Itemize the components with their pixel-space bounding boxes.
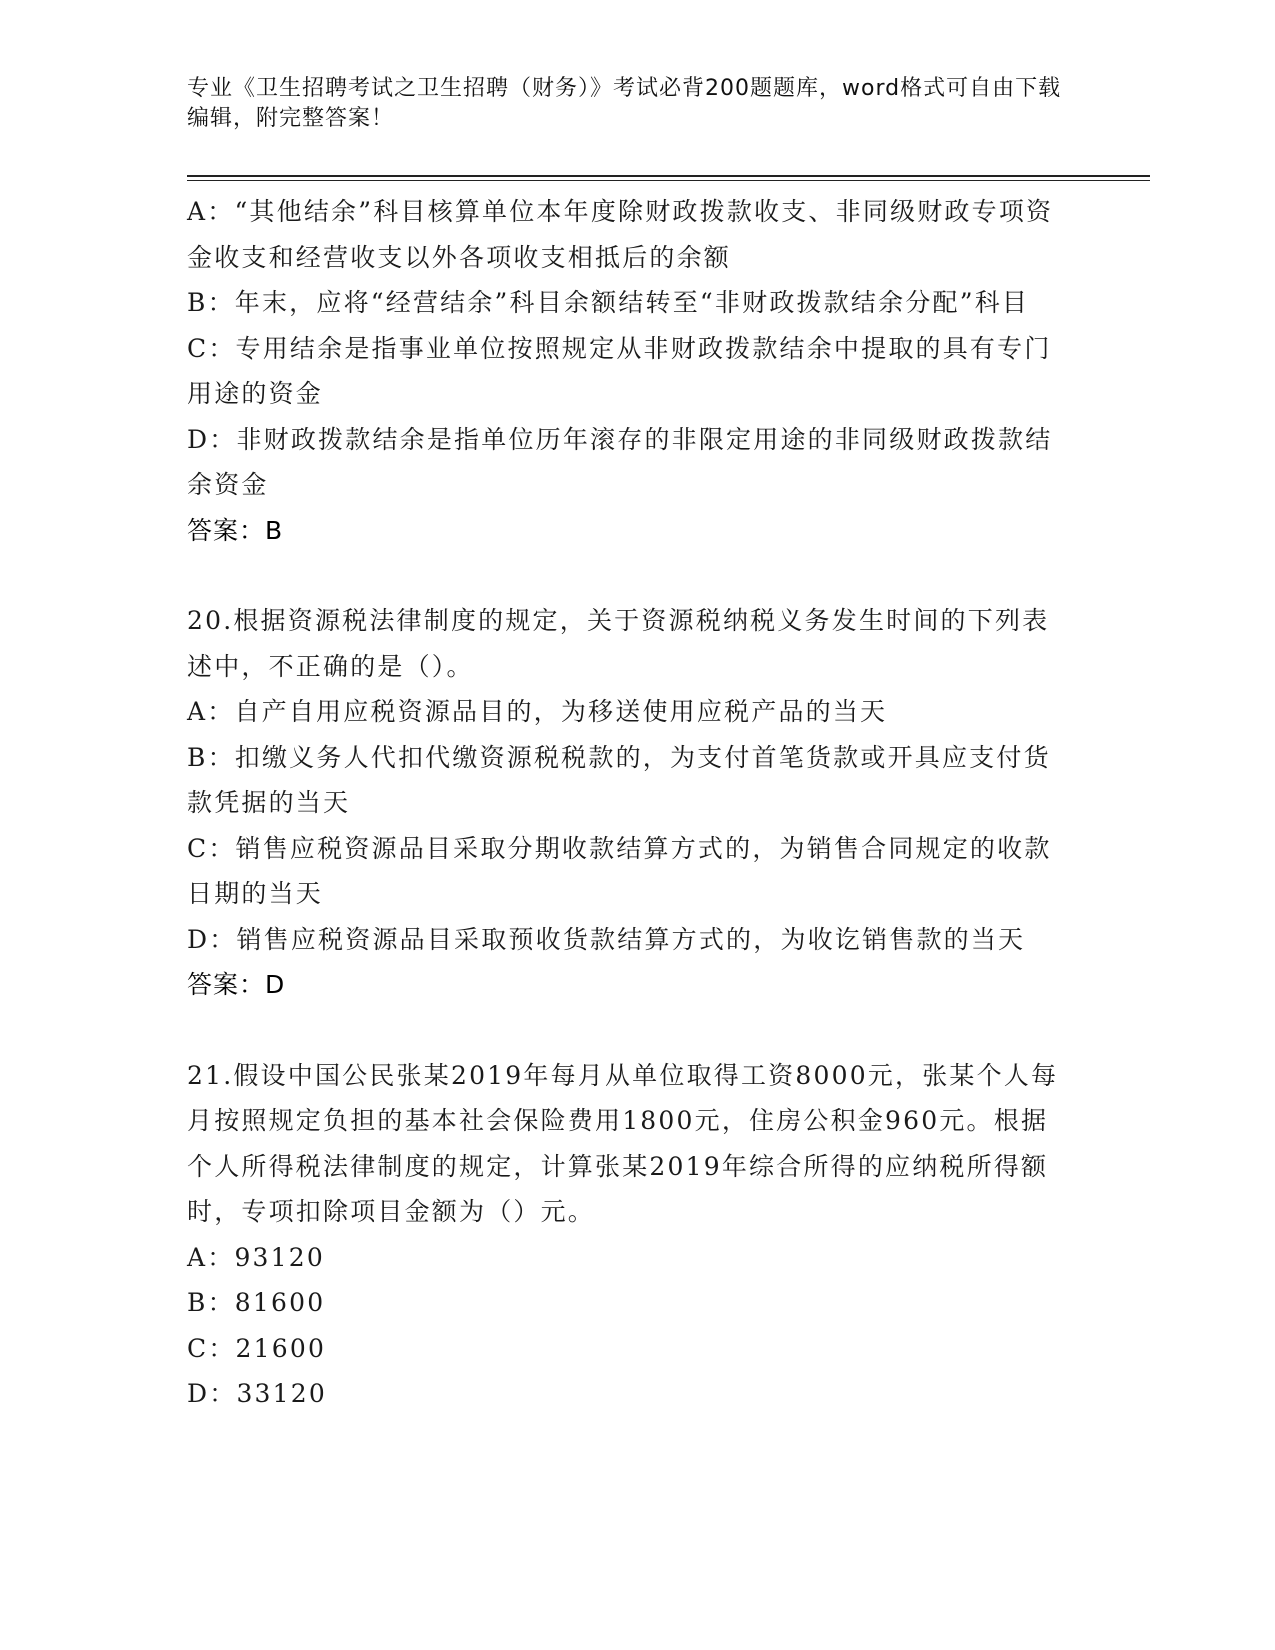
option-a: A：“其他结余”科目核算单位本年度除财政拨款收支、非同级财政专项资金收支和经营收支以外各项收支相抵后的余额	[187, 197, 1054, 272]
question-21	[187, 1053, 1067, 1417]
question-stem: 20.根据资源税法律制度的规定，关于资源税纳税义务发生时间的下列表述中，不正确的是（）。	[187, 606, 1050, 681]
option-c: C：21600	[187, 1333, 327, 1363]
answer: 答案：D	[187, 970, 286, 999]
option-c: C：专用结余是指事业单位按照规定从非财政拨款结余中提取的具有专门用途的资金	[187, 333, 1052, 408]
question-stem: 21.假设中国公民张某2019年每月从单位取得工资8000元，张某个人每月按照规定负担的基本社会保险费用1800元，住房公积金960元。根据个人所得税法律制度的规定，计算张某2019年综合所得的应纳税所得额时，专项扣除项目金额为（）元。	[187, 1060, 1059, 1226]
document-header: 专业《卫生招聘考试之卫生招聘（财务）》考试必背200题题库，word格式可自由下载编辑，附完整答案！	[187, 76, 1062, 131]
option-a: A：93120	[187, 1242, 325, 1272]
question-19	[187, 189, 1067, 553]
option-b: B：年末，应将“经营结余”科目余额结转至“非财政拨款结余分配”科目	[187, 288, 1030, 317]
option-a: A：自产自用应税资源品目的，为移送使用应税产品的当天	[187, 697, 888, 726]
question-content	[187, 189, 1067, 1417]
spacer	[187, 1008, 1067, 1053]
question-20	[187, 598, 1067, 1008]
option-d: D：33120	[187, 1379, 327, 1408]
option-b: B：81600	[187, 1288, 326, 1317]
option-d: D：非财政拨款结余是指单位历年滚存的非限定用途的非同级财政拨款结余资金	[187, 424, 1053, 499]
answer: 答案：B	[187, 515, 284, 545]
option-b: B：扣缴义务人代扣代缴资源税税款的，为支付首笔货款或开具应支付货款凭据的当天	[187, 742, 1051, 817]
spacer	[187, 553, 1067, 598]
header-divider	[187, 175, 1150, 181]
option-c: C：销售应税资源品目采取分期收款结算方式的，为销售合同规定的收款日期的当天	[187, 833, 1052, 908]
option-d: D：销售应税资源品目采取预收货款结算方式的，为收讫销售款的当天	[187, 924, 1026, 954]
